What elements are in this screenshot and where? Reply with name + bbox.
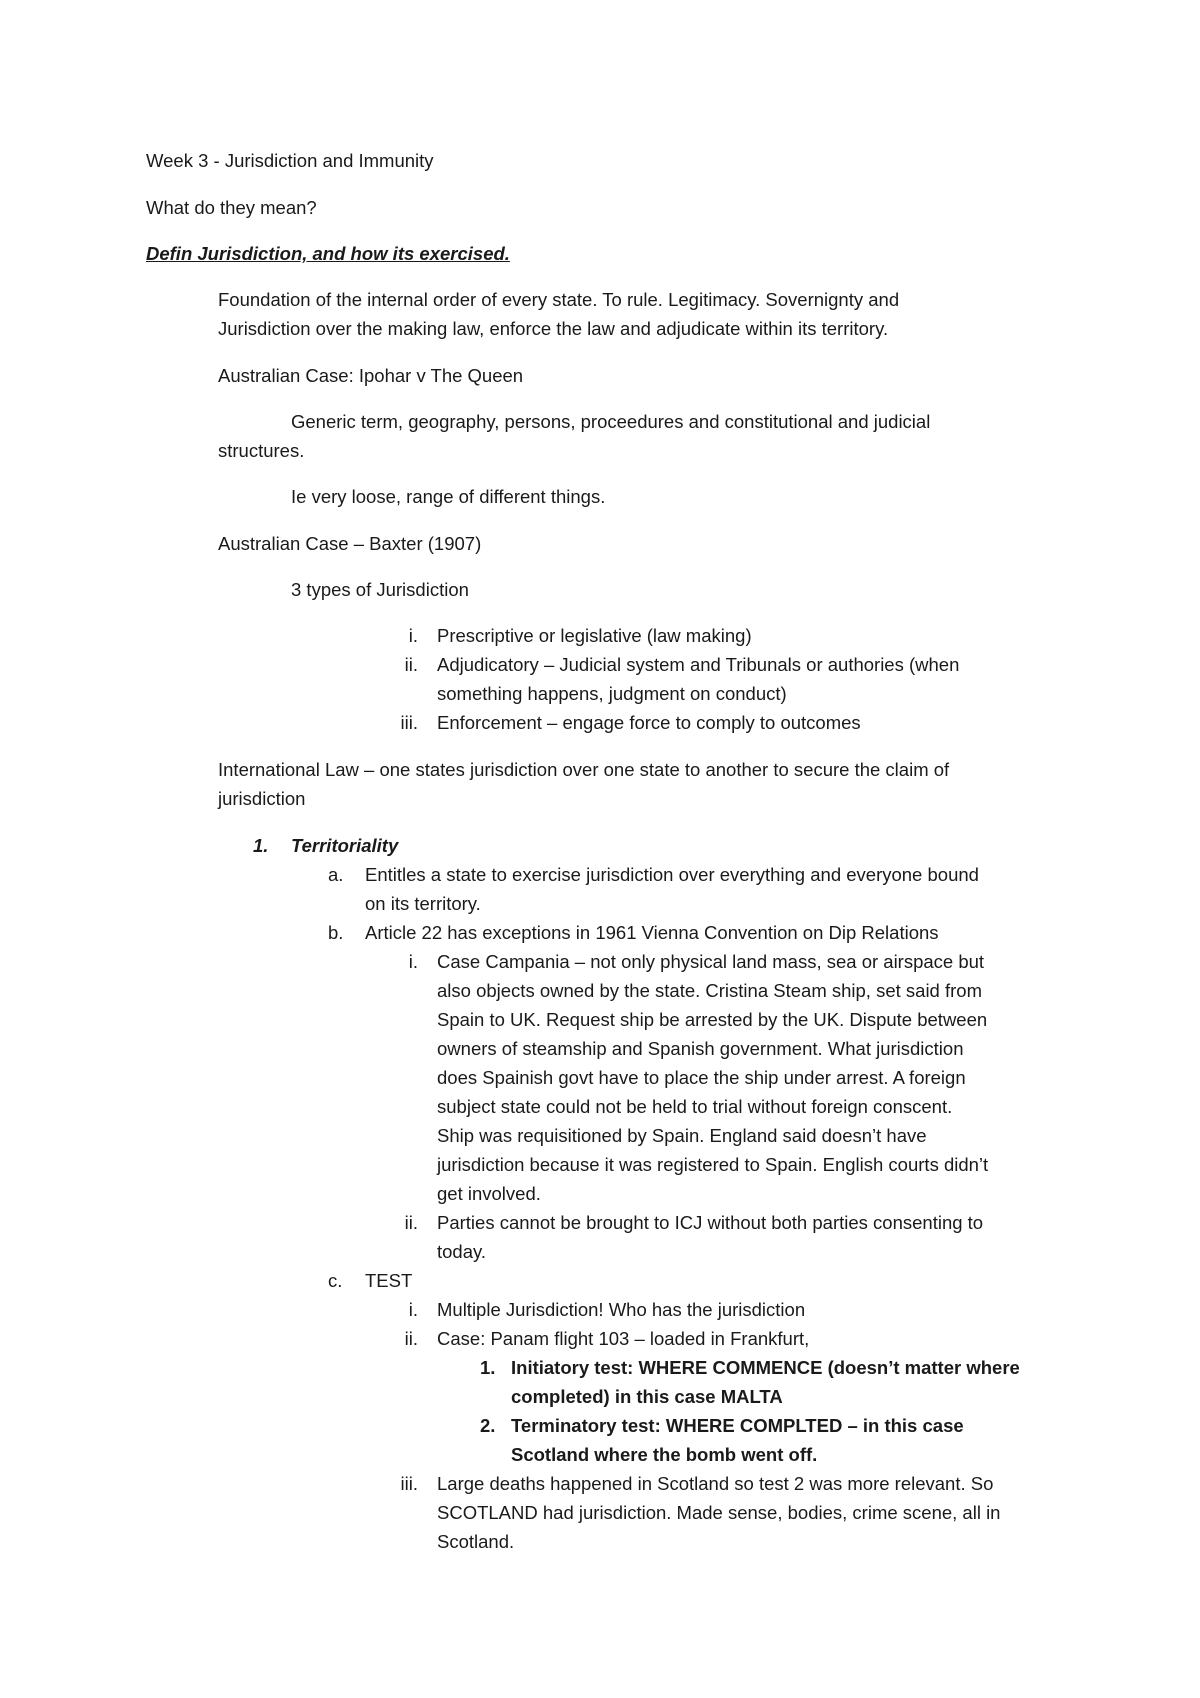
section-number: 1. <box>253 835 269 856</box>
case-ipohar: Australian Case: Ipohar v The Queen <box>218 365 524 386</box>
question-line: What do they mean? <box>146 197 317 218</box>
list-marker: 1. <box>480 1357 496 1378</box>
list-marker: iii. <box>400 712 418 733</box>
case-campania-line: jurisdiction because it was registered to Spain. English courts didn’t <box>437 1154 989 1175</box>
scotland-line: SCOTLAND had jurisdiction. Made sense, bodies, crime scene, all in <box>437 1502 1001 1523</box>
list-item: Enforcement – engage force to comply to outcomes <box>437 712 861 733</box>
intl-law-line-2: jurisdiction <box>218 788 306 809</box>
case-campania-line: also objects owned by the state. Cristina Steam ship, set said from <box>437 980 982 1001</box>
foundation-line-1: Foundation of the internal order of every state. To rule. Legitimacy. Sovernignty and <box>218 289 900 310</box>
list-marker: b. <box>328 922 344 943</box>
section-title-territoriality: Territoriality <box>291 835 399 856</box>
list-marker: a. <box>328 864 344 885</box>
initiatory-test-line-2: completed) in this case MALTA <box>511 1386 783 1407</box>
terminatory-test-line-1: Terminatory test: WHERE COMPLTED – in this case <box>511 1415 964 1436</box>
item-c-test: TEST <box>365 1270 413 1291</box>
case-campania-line: Case Campania – not only physical land mass, sea or airspace but <box>437 951 985 972</box>
icj-line-2: today. <box>437 1241 487 1262</box>
generic-line-1: Generic term, geography, persons, proceedures and constitutional and judicial <box>291 411 931 432</box>
list-marker: ii. <box>404 1212 418 1233</box>
multiple-jurisdiction-line: Multiple Jurisdiction! Who has the jurisdiction <box>437 1299 806 1320</box>
case-campania-line: subject state could not be held to trial without foreign conscent. <box>437 1096 953 1117</box>
foundation-line-2: Jurisdiction over the making law, enforce the law and adjudicate within its territory. <box>218 318 889 339</box>
list-item: Adjudicatory – Judicial system and Tribunals or authories (when <box>437 654 960 675</box>
case-campania-line: Ship was requisitioned by Spain. England said doesn’t have <box>437 1125 927 1146</box>
case-campania-line: get involved. <box>437 1183 541 1204</box>
document-title: Week 3 - Jurisdiction and Immunity <box>146 150 434 171</box>
section-heading: Defin Jurisdiction, and how its exercised. <box>146 243 510 264</box>
generic-line-2: structures. <box>218 440 305 461</box>
list-item: Prescriptive or legislative (law making) <box>437 625 752 646</box>
list-marker: ii. <box>404 654 418 675</box>
item-a-line-1: Entitles a state to exercise jurisdiction over everything and everyone bound <box>365 864 979 885</box>
loose-line: Ie very loose, range of different things. <box>291 486 606 507</box>
icj-line-1: Parties cannot be brought to ICJ without both parties consenting to <box>437 1212 984 1233</box>
case-baxter: Australian Case – Baxter (1907) <box>218 533 482 554</box>
panam-case-line: Case: Panam flight 103 – loaded in Frankfurt, <box>437 1328 810 1349</box>
case-campania-line: does Spainish govt have to place the ship under arrest. A foreign <box>437 1067 966 1088</box>
list-marker: 2. <box>480 1415 496 1436</box>
item-b-line: Article 22 has exceptions in 1961 Vienna Convention on Dip Relations <box>365 922 939 943</box>
terminatory-test-line-2: Scotland where the bomb went off. <box>511 1444 818 1465</box>
list-marker: iii. <box>400 1473 418 1494</box>
list-marker: i. <box>408 1299 418 1320</box>
scotland-line: Scotland. <box>437 1531 515 1552</box>
scotland-line: Large deaths happened in Scotland so test 2 was more relevant. So <box>437 1473 994 1494</box>
list-marker: i. <box>408 951 418 972</box>
initiatory-test-line-1: Initiatory test: WHERE COMMENCE (doesn’t matter where <box>511 1357 1020 1378</box>
intl-law-line-1: International Law – one states jurisdiction over one state to another to secure the claim of <box>218 759 950 780</box>
list-marker: ii. <box>404 1328 418 1349</box>
list-marker: c. <box>328 1270 343 1291</box>
case-campania-line: Spain to UK. Request ship be arrested by the UK. Dispute between <box>437 1009 988 1030</box>
list-item-continuation: something happens, judgment on conduct) <box>437 683 787 704</box>
case-campania-line: owners of steamship and Spanish government. What jurisdiction <box>437 1038 964 1059</box>
item-a-line-2: on its territory. <box>365 893 481 914</box>
types-heading: 3 types of Jurisdiction <box>291 579 469 600</box>
list-marker: i. <box>408 625 418 646</box>
